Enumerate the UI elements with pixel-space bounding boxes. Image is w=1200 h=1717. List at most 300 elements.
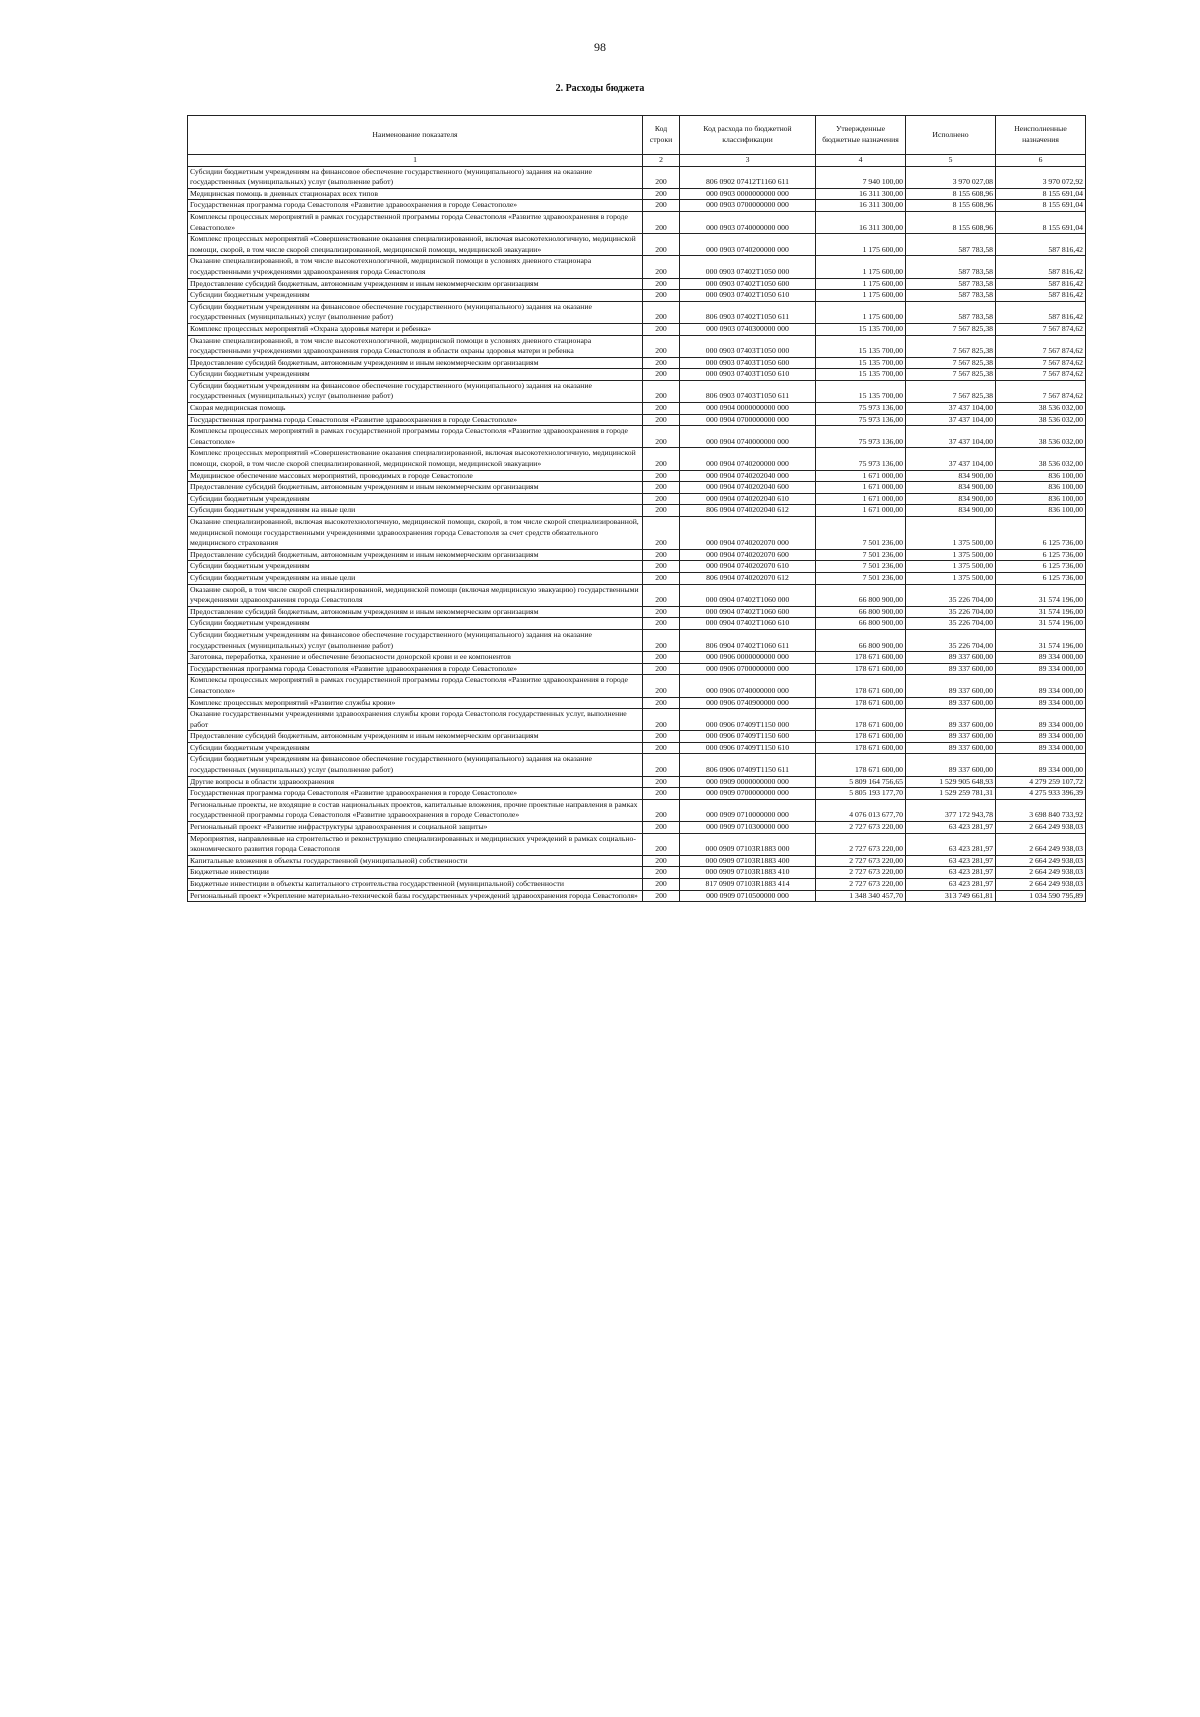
row-executed-cell: 37 437 104,00 <box>906 448 996 470</box>
row-code-cell: 200 <box>643 709 680 731</box>
row-approved-cell: 75 973 136,00 <box>816 448 906 470</box>
table-row <box>188 822 1086 834</box>
row-approved-cell: 4 076 013 677,70 <box>816 799 906 821</box>
row-code-cell: 200 <box>643 493 680 505</box>
row-unexecuted-cell: 2 664 249 938,03 <box>996 867 1086 879</box>
row-code-cell: 200 <box>643 606 680 618</box>
row-name-cell: Субсидии бюджетным учреждениям на финансовое обеспечение государственного (муниципального) задания на оказание государственных (муниципальных) услуг (выполнение работ) <box>188 754 643 776</box>
row-approved-cell: 2 727 673 220,00 <box>816 867 906 879</box>
row-executed-cell: 7 567 825,38 <box>906 323 996 335</box>
row-code-cell: 200 <box>643 234 680 256</box>
table-row <box>188 188 1086 200</box>
column-number: 4 <box>816 155 906 167</box>
row-name-cell: Мероприятия, направленные на строительство и реконструкцию специализированных и медицинских учреждений в рамках социально-экономического развития города Севастополя <box>188 833 643 855</box>
row-name-cell: Субсидии бюджетным учреждениям на финансовое обеспечение государственного (муниципального) задания на оказание государственных (муниципальных) услуг (выполнение работ) <box>188 380 643 402</box>
row-kbk-cell: 806 0903 07403Т1050 611 <box>680 380 816 402</box>
row-executed-cell: 587 783,58 <box>906 256 996 278</box>
row-name-cell: Медицинское обеспечение массовых мероприятий, проводимых в городе Севастополе <box>188 470 643 482</box>
table-row <box>188 799 1086 821</box>
row-name-cell: Субсидии бюджетным учреждениям <box>188 561 643 573</box>
row-executed-cell: 587 783,58 <box>906 234 996 256</box>
row-name-cell: Региональный проект «Развитие инфраструктуры здравоохранения и социальной защиты» <box>188 822 643 834</box>
row-code-cell: 200 <box>643 403 680 415</box>
row-unexecuted-cell: 38 536 032,00 <box>996 448 1086 470</box>
row-unexecuted-cell: 89 334 000,00 <box>996 742 1086 754</box>
row-code-cell: 200 <box>643 301 680 323</box>
row-kbk-cell: 806 0904 07402Т1060 611 <box>680 629 816 651</box>
row-executed-cell: 1 375 500,00 <box>906 549 996 561</box>
table-row <box>188 855 1086 867</box>
row-kbk-cell: 000 0909 0700000000 000 <box>680 788 816 800</box>
row-code-cell: 200 <box>643 822 680 834</box>
row-unexecuted-cell: 6 125 736,00 <box>996 572 1086 584</box>
row-unexecuted-cell: 587 816,42 <box>996 256 1086 278</box>
row-approved-cell: 7 940 100,00 <box>816 166 906 188</box>
row-unexecuted-cell: 2 664 249 938,03 <box>996 879 1086 891</box>
row-name-cell: Скорая медицинская помощь <box>188 403 643 415</box>
row-approved-cell: 66 800 900,00 <box>816 606 906 618</box>
row-name-cell: Региональный проект «Укрепление материально-технической базы государственных учреждений здравоохранения города Севастополя» <box>188 890 643 902</box>
row-approved-cell: 1 671 000,00 <box>816 482 906 494</box>
row-unexecuted-cell: 38 536 032,00 <box>996 414 1086 426</box>
column-number: 1 <box>188 155 643 167</box>
row-executed-cell: 63 423 281,97 <box>906 867 996 879</box>
row-code-cell: 200 <box>643 278 680 290</box>
row-code-cell: 200 <box>643 731 680 743</box>
table-row <box>188 879 1086 891</box>
row-unexecuted-cell: 836 100,00 <box>996 470 1086 482</box>
row-executed-cell: 587 783,58 <box>906 301 996 323</box>
row-code-cell: 200 <box>643 166 680 188</box>
row-kbk-cell: 000 0906 0740900000 000 <box>680 697 816 709</box>
row-unexecuted-cell: 89 334 000,00 <box>996 709 1086 731</box>
table-row <box>188 788 1086 800</box>
table-row <box>188 606 1086 618</box>
row-unexecuted-cell: 7 567 874,62 <box>996 380 1086 402</box>
row-executed-cell: 313 749 661,81 <box>906 890 996 902</box>
table-row <box>188 549 1086 561</box>
row-code-cell: 200 <box>643 482 680 494</box>
row-kbk-cell: 000 0904 07402Т1060 610 <box>680 618 816 630</box>
row-unexecuted-cell: 6 125 736,00 <box>996 549 1086 561</box>
row-kbk-cell: 000 0906 07409Т1150 610 <box>680 742 816 754</box>
row-executed-cell: 587 783,58 <box>906 278 996 290</box>
row-unexecuted-cell: 7 567 874,62 <box>996 323 1086 335</box>
row-unexecuted-cell: 587 816,42 <box>996 290 1086 302</box>
row-kbk-cell: 000 0904 0740202040 600 <box>680 482 816 494</box>
row-approved-cell: 75 973 136,00 <box>816 414 906 426</box>
row-unexecuted-cell: 7 567 874,62 <box>996 369 1086 381</box>
row-executed-cell: 89 337 600,00 <box>906 697 996 709</box>
row-code-cell: 200 <box>643 788 680 800</box>
table-row <box>188 731 1086 743</box>
row-approved-cell: 178 671 600,00 <box>816 742 906 754</box>
row-executed-cell: 8 155 608,96 <box>906 211 996 233</box>
row-name-cell: Региональные проекты, не входящие в состав национальных проектов, капитальные вложения, прочие проектные направления в рамках государственной программы города Севастополя «Развитие здравоохранения в городе Севастополе» <box>188 799 643 821</box>
row-name-cell: Оказание государственными учреждениями здравоохранения службы крови города Севастополя государственных услуг, выполнение работ <box>188 709 643 731</box>
row-executed-cell: 7 567 825,38 <box>906 335 996 357</box>
row-unexecuted-cell: 8 155 691,04 <box>996 200 1086 212</box>
row-executed-cell: 89 337 600,00 <box>906 709 996 731</box>
row-code-cell: 200 <box>643 663 680 675</box>
row-unexecuted-cell: 4 279 259 107,72 <box>996 776 1086 788</box>
row-approved-cell: 2 727 673 220,00 <box>816 879 906 891</box>
row-approved-cell: 178 671 600,00 <box>816 652 906 664</box>
row-kbk-cell: 000 0904 0740000000 000 <box>680 426 816 448</box>
row-approved-cell: 66 800 900,00 <box>816 629 906 651</box>
row-executed-cell: 1 375 500,00 <box>906 572 996 584</box>
row-name-cell: Предоставление субсидий бюджетным, автономным учреждениям и иным некоммерческим организациям <box>188 278 643 290</box>
table-row <box>188 663 1086 675</box>
row-approved-cell: 7 501 236,00 <box>816 517 906 550</box>
header-executed: Исполнено <box>906 116 996 155</box>
row-name-cell: Медицинская помощь в дневных стационарах всех типов <box>188 188 643 200</box>
row-executed-cell: 834 900,00 <box>906 505 996 517</box>
row-code-cell: 200 <box>643 799 680 821</box>
row-kbk-cell: 806 0902 07412Т1160 611 <box>680 166 816 188</box>
row-executed-cell: 63 423 281,97 <box>906 833 996 855</box>
row-unexecuted-cell: 2 664 249 938,03 <box>996 833 1086 855</box>
row-name-cell: Государственная программа города Севастополя «Развитие здравоохранения в городе Севастополе» <box>188 663 643 675</box>
row-approved-cell: 1 175 600,00 <box>816 290 906 302</box>
row-executed-cell: 89 337 600,00 <box>906 754 996 776</box>
table-row <box>188 618 1086 630</box>
row-kbk-cell: 817 0909 07103R1883 414 <box>680 879 816 891</box>
row-approved-cell: 7 501 236,00 <box>816 549 906 561</box>
table-row <box>188 561 1086 573</box>
header-budget-code: Код расхода по бюджетной классификации <box>680 116 816 155</box>
row-kbk-cell: 000 0904 0740202040 000 <box>680 470 816 482</box>
row-name-cell: Оказание скорой, в том числе скорой специализированной, медицинской помощи (включая медицинскую эвакуацию) государственными учреждениями здравоохранения города Севастополя <box>188 584 643 606</box>
row-unexecuted-cell: 8 155 691,04 <box>996 188 1086 200</box>
section-title: 2. Расходы бюджета <box>555 83 645 94</box>
row-kbk-cell: 000 0904 07402Т1060 600 <box>680 606 816 618</box>
column-number: 2 <box>643 155 680 167</box>
row-unexecuted-cell: 4 275 933 396,39 <box>996 788 1086 800</box>
row-kbk-cell: 806 0903 07402Т1050 611 <box>680 301 816 323</box>
row-kbk-cell: 806 0906 07409Т1150 611 <box>680 754 816 776</box>
row-unexecuted-cell: 31 574 196,00 <box>996 629 1086 651</box>
row-name-cell: Субсидии бюджетным учреждениям на финансовое обеспечение государственного (муниципального) задания на оказание государственных (муниципальных) услуг (выполнение работ) <box>188 301 643 323</box>
row-code-cell: 200 <box>643 335 680 357</box>
row-unexecuted-cell: 31 574 196,00 <box>996 584 1086 606</box>
row-approved-cell: 1 671 000,00 <box>816 505 906 517</box>
row-code-cell: 200 <box>643 357 680 369</box>
row-kbk-cell: 000 0906 0740000000 000 <box>680 675 816 697</box>
row-code-cell: 200 <box>643 414 680 426</box>
table-row <box>188 357 1086 369</box>
row-name-cell: Оказание специализированной, включая высокотехнологичную, медицинской помощи, скорой, в том числе скорой специализированной, медицинской помощи государственными учреждениями здравоохранения города Севастополя за счет средств обязательного медицинского страхования <box>188 517 643 550</box>
row-name-cell: Субсидии бюджетным учреждениям <box>188 618 643 630</box>
row-unexecuted-cell: 587 816,42 <box>996 301 1086 323</box>
row-executed-cell: 37 437 104,00 <box>906 403 996 415</box>
row-name-cell: Субсидии бюджетным учреждениям на финансовое обеспечение государственного (муниципального) задания на оказание государственных (муниципальных) услуг (выполнение работ) <box>188 166 643 188</box>
row-approved-cell: 15 135 700,00 <box>816 357 906 369</box>
row-approved-cell: 178 671 600,00 <box>816 675 906 697</box>
row-approved-cell: 15 135 700,00 <box>816 380 906 402</box>
row-unexecuted-cell: 7 567 874,62 <box>996 357 1086 369</box>
row-unexecuted-cell: 31 574 196,00 <box>996 606 1086 618</box>
row-name-cell: Субсидии бюджетным учреждениям на финансовое обеспечение государственного (муниципального) задания на оказание государственных (муниципальных) услуг (выполнение работ) <box>188 629 643 651</box>
row-kbk-cell: 000 0903 07402Т1050 600 <box>680 278 816 290</box>
row-kbk-cell: 000 0903 07403Т1050 610 <box>680 369 816 381</box>
row-executed-cell: 89 337 600,00 <box>906 675 996 697</box>
header-unexecuted: Неисполненные назначения <box>996 116 1086 155</box>
row-name-cell: Предоставление субсидий бюджетным, автономным учреждениям и иным некоммерческим организациям <box>188 482 643 494</box>
row-executed-cell: 1 529 259 781,31 <box>906 788 996 800</box>
row-executed-cell: 7 567 825,38 <box>906 369 996 381</box>
row-kbk-cell: 000 0903 0700000000 000 <box>680 200 816 212</box>
table-row <box>188 278 1086 290</box>
row-name-cell: Государственная программа города Севастополя «Развитие здравоохранения в городе Севастополе» <box>188 200 643 212</box>
row-approved-cell: 75 973 136,00 <box>816 426 906 448</box>
row-unexecuted-cell: 6 125 736,00 <box>996 517 1086 550</box>
table-row <box>188 234 1086 256</box>
table-row <box>188 629 1086 651</box>
row-kbk-cell: 000 0903 0740200000 000 <box>680 234 816 256</box>
row-kbk-cell: 000 0906 0700000000 000 <box>680 663 816 675</box>
row-kbk-cell: 000 0903 07402Т1050 000 <box>680 256 816 278</box>
row-approved-cell: 178 671 600,00 <box>816 754 906 776</box>
table-row <box>188 517 1086 550</box>
row-executed-cell: 834 900,00 <box>906 470 996 482</box>
row-unexecuted-cell: 1 034 590 795,89 <box>996 890 1086 902</box>
row-name-cell: Комплекс процессных мероприятий «Охрана здоровья матери и ребенка» <box>188 323 643 335</box>
row-kbk-cell: 000 0903 07402Т1050 610 <box>680 290 816 302</box>
row-name-cell: Субсидии бюджетным учреждениям <box>188 493 643 505</box>
row-code-cell: 200 <box>643 323 680 335</box>
table-row <box>188 290 1086 302</box>
row-executed-cell: 8 155 608,96 <box>906 188 996 200</box>
table-row <box>188 505 1086 517</box>
table-row <box>188 403 1086 415</box>
header-line-code: Код строки <box>643 116 680 155</box>
row-executed-cell: 89 337 600,00 <box>906 731 996 743</box>
table-row <box>188 709 1086 731</box>
row-unexecuted-cell: 8 155 691,04 <box>996 211 1086 233</box>
row-code-cell: 200 <box>643 561 680 573</box>
row-code-cell: 200 <box>643 776 680 788</box>
row-code-cell: 200 <box>643 380 680 402</box>
row-unexecuted-cell: 31 574 196,00 <box>996 618 1086 630</box>
table-row <box>188 335 1086 357</box>
row-code-cell: 200 <box>643 675 680 697</box>
row-name-cell: Бюджетные инвестиции <box>188 867 643 879</box>
row-code-cell: 200 <box>643 652 680 664</box>
row-executed-cell: 35 226 704,00 <box>906 629 996 651</box>
table-row <box>188 482 1086 494</box>
row-approved-cell: 1 348 340 457,70 <box>816 890 906 902</box>
row-approved-cell: 75 973 136,00 <box>816 403 906 415</box>
row-kbk-cell: 000 0904 07402Т1060 000 <box>680 584 816 606</box>
row-kbk-cell: 000 0903 07403Т1050 600 <box>680 357 816 369</box>
row-unexecuted-cell: 836 100,00 <box>996 505 1086 517</box>
row-approved-cell: 15 135 700,00 <box>816 335 906 357</box>
table-row <box>188 323 1086 335</box>
row-kbk-cell: 000 0906 07409Т1150 600 <box>680 731 816 743</box>
row-unexecuted-cell: 89 334 000,00 <box>996 652 1086 664</box>
row-approved-cell: 5 809 164 756,65 <box>816 776 906 788</box>
row-name-cell: Оказание специализированной, в том числе высокотехнологичной, медицинской помощи в условиях дневного стационара государственными учреждениями здравоохранения города Севастополя <box>188 256 643 278</box>
column-number: 6 <box>996 155 1086 167</box>
table-row <box>188 493 1086 505</box>
row-name-cell: Государственная программа города Севастополя «Развитие здравоохранения в городе Севастополе» <box>188 788 643 800</box>
row-code-cell: 200 <box>643 754 680 776</box>
row-approved-cell: 1 175 600,00 <box>816 234 906 256</box>
row-code-cell: 200 <box>643 629 680 651</box>
row-kbk-cell: 000 0904 0740200000 000 <box>680 448 816 470</box>
row-code-cell: 200 <box>643 549 680 561</box>
row-executed-cell: 63 423 281,97 <box>906 879 996 891</box>
column-number-row <box>188 155 1086 167</box>
row-executed-cell: 35 226 704,00 <box>906 584 996 606</box>
row-unexecuted-cell: 89 334 000,00 <box>996 754 1086 776</box>
row-code-cell: 200 <box>643 584 680 606</box>
row-unexecuted-cell: 587 816,42 <box>996 234 1086 256</box>
row-unexecuted-cell: 2 664 249 938,03 <box>996 855 1086 867</box>
row-executed-cell: 1 529 905 648,93 <box>906 776 996 788</box>
row-code-cell: 200 <box>643 188 680 200</box>
row-approved-cell: 178 671 600,00 <box>816 709 906 731</box>
table-row <box>188 697 1086 709</box>
row-unexecuted-cell: 89 334 000,00 <box>996 663 1086 675</box>
row-kbk-cell: 000 0909 0710300000 000 <box>680 822 816 834</box>
column-number: 3 <box>680 155 816 167</box>
row-unexecuted-cell: 7 567 874,62 <box>996 335 1086 357</box>
table-row <box>188 742 1086 754</box>
row-kbk-cell: 000 0909 07103R1883 000 <box>680 833 816 855</box>
row-executed-cell: 89 337 600,00 <box>906 663 996 675</box>
table-row <box>188 867 1086 879</box>
row-unexecuted-cell: 836 100,00 <box>996 493 1086 505</box>
row-executed-cell: 89 337 600,00 <box>906 742 996 754</box>
row-code-cell: 200 <box>643 867 680 879</box>
row-name-cell: Комплексы процессных мероприятий в рамках государственной программы города Севастополя «Развитие здравоохранения в городе Севастополе» <box>188 426 643 448</box>
row-approved-cell: 2 727 673 220,00 <box>816 822 906 834</box>
row-executed-cell: 37 437 104,00 <box>906 414 996 426</box>
row-approved-cell: 5 805 193 177,70 <box>816 788 906 800</box>
row-code-cell: 200 <box>643 256 680 278</box>
row-kbk-cell: 000 0904 0740202040 610 <box>680 493 816 505</box>
row-approved-cell: 15 135 700,00 <box>816 323 906 335</box>
column-number: 5 <box>906 155 996 167</box>
row-unexecuted-cell: 38 536 032,00 <box>996 403 1086 415</box>
row-name-cell: Комплекс процессных мероприятий «Совершенствование оказания специализированной, включая высокотехнологичную, медицинской помощи, скорой, в том числе скорой специализированной, медицинской помощи, медицинской эвакуации» <box>188 234 643 256</box>
row-unexecuted-cell: 6 125 736,00 <box>996 561 1086 573</box>
row-approved-cell: 66 800 900,00 <box>816 584 906 606</box>
row-kbk-cell: 000 0903 0000000000 000 <box>680 188 816 200</box>
row-executed-cell: 377 172 943,78 <box>906 799 996 821</box>
row-code-cell: 200 <box>643 470 680 482</box>
table-row <box>188 470 1086 482</box>
row-name-cell: Государственная программа города Севастополя «Развитие здравоохранения в городе Севастополе» <box>188 414 643 426</box>
row-unexecuted-cell: 587 816,42 <box>996 278 1086 290</box>
row-code-cell: 200 <box>643 426 680 448</box>
row-name-cell: Капитальные вложения в объекты государственной (муниципальной) собственности <box>188 855 643 867</box>
row-approved-cell: 15 135 700,00 <box>816 369 906 381</box>
table-row <box>188 776 1086 788</box>
row-unexecuted-cell: 2 664 249 938,03 <box>996 822 1086 834</box>
row-kbk-cell: 000 0909 07103R1883 400 <box>680 855 816 867</box>
table-row <box>188 833 1086 855</box>
row-name-cell: Субсидии бюджетным учреждениям <box>188 369 643 381</box>
row-kbk-cell: 000 0904 0700000000 000 <box>680 414 816 426</box>
row-executed-cell: 37 437 104,00 <box>906 426 996 448</box>
row-unexecuted-cell: 836 100,00 <box>996 482 1086 494</box>
row-kbk-cell: 806 0904 0740202070 612 <box>680 572 816 584</box>
row-code-cell: 200 <box>643 618 680 630</box>
row-kbk-cell: 000 0903 0740300000 000 <box>680 323 816 335</box>
row-kbk-cell: 000 0903 0740000000 000 <box>680 211 816 233</box>
row-code-cell: 200 <box>643 369 680 381</box>
row-approved-cell: 2 727 673 220,00 <box>816 855 906 867</box>
row-code-cell: 200 <box>643 517 680 550</box>
row-executed-cell: 89 337 600,00 <box>906 652 996 664</box>
row-code-cell: 200 <box>643 890 680 902</box>
row-kbk-cell: 000 0906 0000000000 000 <box>680 652 816 664</box>
table-row <box>188 211 1086 233</box>
row-approved-cell: 178 671 600,00 <box>816 731 906 743</box>
row-unexecuted-cell: 3 970 072,92 <box>996 166 1086 188</box>
header-indicator-name: Наименование показателя <box>188 116 643 155</box>
row-executed-cell: 3 970 027,08 <box>906 166 996 188</box>
row-name-cell: Предоставление субсидий бюджетным, автономным учреждениям и иным некоммерческим организациям <box>188 731 643 743</box>
row-unexecuted-cell: 38 536 032,00 <box>996 426 1086 448</box>
row-executed-cell: 8 155 608,96 <box>906 200 996 212</box>
row-name-cell: Другие вопросы в области здравоохранения <box>188 776 643 788</box>
table-row <box>188 380 1086 402</box>
row-code-cell: 200 <box>643 697 680 709</box>
row-approved-cell: 7 501 236,00 <box>816 561 906 573</box>
row-approved-cell: 16 311 300,00 <box>816 200 906 212</box>
table-row <box>188 426 1086 448</box>
table-row <box>188 256 1086 278</box>
row-kbk-cell: 000 0906 07409Т1150 000 <box>680 709 816 731</box>
row-code-cell: 200 <box>643 200 680 212</box>
row-code-cell: 200 <box>643 572 680 584</box>
table-body <box>188 155 1086 902</box>
row-kbk-cell: 000 0903 07403Т1050 000 <box>680 335 816 357</box>
row-executed-cell: 834 900,00 <box>906 493 996 505</box>
row-name-cell: Бюджетные инвестиции в объекты капитального строительства государственной (муниципальной) собственности <box>188 879 643 891</box>
row-approved-cell: 16 311 300,00 <box>816 211 906 233</box>
row-name-cell: Предоставление субсидий бюджетным, автономным учреждениям и иным некоммерческим организациям <box>188 357 643 369</box>
row-executed-cell: 63 423 281,97 <box>906 855 996 867</box>
row-executed-cell: 1 375 500,00 <box>906 561 996 573</box>
row-name-cell: Комплексы процессных мероприятий в рамках государственной программы города Севастополя «Развитие здравоохранения в городе Севастополе» <box>188 211 643 233</box>
row-name-cell: Оказание специализированной, в том числе высокотехнологичной, медицинской помощи в условиях дневного стационара государственными учреждениями здравоохранения города Севастополя в области охраны здоровья матери и ребенка <box>188 335 643 357</box>
row-code-cell: 200 <box>643 505 680 517</box>
table-row <box>188 675 1086 697</box>
table-row <box>188 200 1086 212</box>
row-name-cell: Субсидии бюджетным учреждениям на иные цели <box>188 505 643 517</box>
table-row <box>188 584 1086 606</box>
row-kbk-cell: 000 0909 0710000000 000 <box>680 799 816 821</box>
row-kbk-cell: 000 0909 07103R1883 410 <box>680 867 816 879</box>
row-name-cell: Комплекс процессных мероприятий «Совершенствование оказания специализированной, включая высокотехнологичную, медицинской помощи, скорой, в том числе скорой специализированной, медицинской помощи, медицинской эвакуации» <box>188 448 643 470</box>
row-kbk-cell: 000 0909 0710500000 000 <box>680 890 816 902</box>
row-approved-cell: 1 671 000,00 <box>816 470 906 482</box>
row-kbk-cell: 000 0909 0000000000 000 <box>680 776 816 788</box>
table-row <box>188 448 1086 470</box>
row-kbk-cell: 000 0904 0740202070 600 <box>680 549 816 561</box>
row-approved-cell: 16 311 300,00 <box>816 188 906 200</box>
row-approved-cell: 1 175 600,00 <box>816 278 906 290</box>
row-code-cell: 200 <box>643 879 680 891</box>
row-executed-cell: 63 423 281,97 <box>906 822 996 834</box>
table-row <box>188 301 1086 323</box>
row-unexecuted-cell: 89 334 000,00 <box>996 675 1086 697</box>
